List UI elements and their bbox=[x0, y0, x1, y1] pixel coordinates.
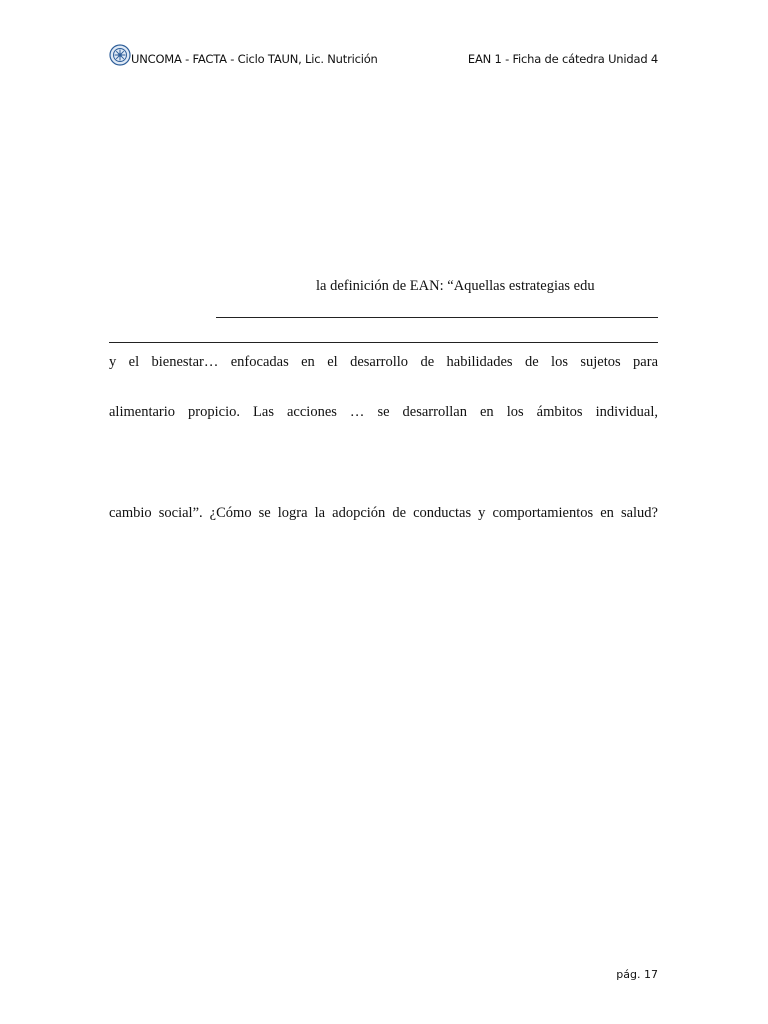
horizontal-rule-full bbox=[109, 342, 658, 343]
body-line-actions: alimentario propicio. Las acciones … se desarrollan en los ámbitos individual, bbox=[109, 404, 658, 420]
body-line-question: cambio social”. ¿Cómo se logra la adopción de conductas y comportamientos en salud? bbox=[109, 505, 658, 521]
university-seal-icon bbox=[109, 44, 131, 66]
page-header bbox=[109, 44, 658, 72]
page-number: pág. 17 bbox=[616, 968, 658, 981]
body-line-wellbeing: y el bienestar… enfocadas en el desarrollo de habilidades de los sujetos para bbox=[109, 354, 658, 370]
header-document-title: EAN 1 - Ficha de cátedra Unidad 4 bbox=[467, 52, 658, 66]
body-line-definition: la definición de EAN: “Aquellas estrategias edu bbox=[316, 278, 595, 294]
header-course-title: UNCOMA - FACTA - Ciclo TAUN, Lic. Nutrición bbox=[131, 52, 378, 66]
horizontal-rule-short bbox=[216, 317, 658, 318]
